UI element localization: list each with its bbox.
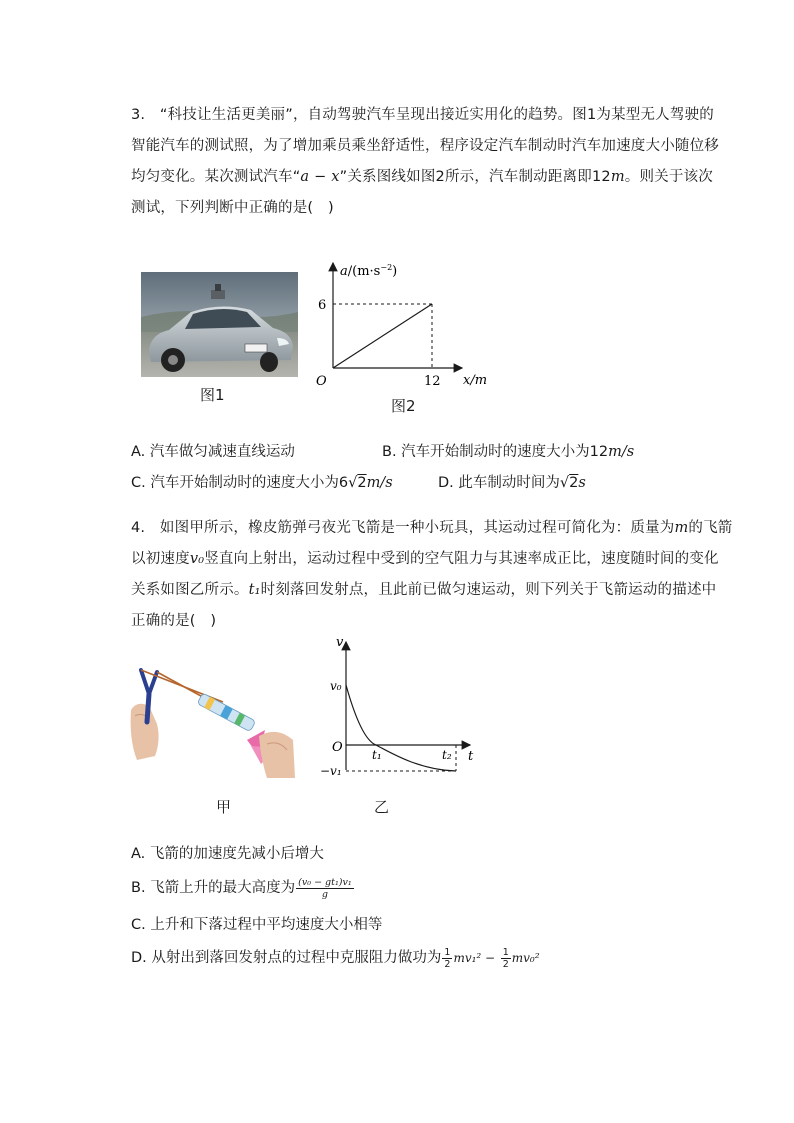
q4-math-m: m [674, 520, 689, 536]
q3-option-c-sqrt: √2 [348, 475, 367, 491]
svg-text:a/(m·s−2) [340, 263, 397, 279]
q3-xtick-12: 12 [424, 374, 441, 389]
q4-neg-v1-label: −v₁ [320, 764, 342, 778]
q4-v0-label: v₀ [330, 679, 342, 693]
q3-math-ax: a − x [300, 169, 340, 185]
q3-line-3-text-b: ”关系图线如图2所示，汽车制动距离即12 [339, 169, 611, 185]
q4-slingshot-photo [127, 660, 297, 786]
q3-line-3-text-a: 均匀变化。某次测试汽车“ [131, 169, 301, 185]
q4-line-1 [131, 516, 733, 537]
q3-fig1-caption: 图1 [200, 386, 225, 404]
q3-xlabel: x/m [463, 373, 488, 388]
q4-option-d-text: D. 从射出到落回发射点的过程中克服阻力做功为 [131, 950, 442, 966]
q4-option-d-formula-2: mv₀² [511, 951, 540, 965]
q4-t2-label: t₂ [442, 748, 452, 762]
q3-math-m: m [610, 169, 625, 185]
q4-math-t1: t₁ [248, 582, 261, 598]
q3-origin: O [316, 374, 327, 389]
q4-option-b-text: B. 飞箭上升的最大高度为 [131, 880, 296, 896]
q3-ylabel-exp: −2 [380, 263, 393, 272]
q3-line-2: 智能汽车的测试照，为了增加乘员乘坐舒适性，程序设定汽车制动时汽车加速度大小随位移 [131, 138, 719, 154]
q3-option-b-text: B. 汽车开始制动时的速度大小为12 [382, 444, 609, 460]
q4-option-a[interactable]: A. 飞箭的加速度先减小后增大 [131, 846, 324, 862]
q4-option-d-half-1 [442, 947, 452, 970]
q4-line-4: 正确的是( ) [131, 613, 217, 629]
q4-option-d-half-2 [501, 947, 511, 970]
q4-option-d-half-2-den: 2 [502, 958, 509, 970]
q3-option-c-root: 2 [357, 475, 367, 491]
q4-option-d-half-1-num: 1 [444, 946, 451, 958]
q3-option-d-root: 2 [569, 475, 579, 491]
q4-origin: O [332, 740, 343, 755]
q4-option-b-fraction [296, 877, 353, 900]
q3-line-3-text-c: 。则关于该次 [624, 169, 713, 185]
q3-option-c-unit: m/s [366, 475, 393, 491]
q4-xlabel: t [468, 749, 474, 764]
q4-fig-yi-caption: 乙 [374, 798, 390, 816]
q3-option-a[interactable]: A. 汽车做匀减速直线运动 [131, 444, 295, 460]
q3-ytick-6: 6 [318, 298, 327, 313]
q3-line-3 [131, 165, 713, 186]
q4-option-d[interactable] [131, 946, 540, 970]
q3-ax-graph [300, 255, 500, 415]
q3-option-d-text: D. 此车制动时间为 [438, 475, 560, 491]
q4-option-b-denominator: g [321, 888, 328, 900]
q4-vt-graph [310, 630, 490, 790]
q4-line-3 [131, 578, 716, 599]
q4-line-1-text-a: 4. 如图甲所示，橡皮筋弹弓夜光飞箭是一种小玩具，其运动过程可简化为：质量为 [131, 520, 675, 536]
q3-ylabel-close: ) [392, 264, 398, 279]
q4-fig-jia-caption: 甲 [216, 798, 232, 816]
q3-option-d-sqrt: √2 [559, 475, 579, 491]
q4-option-d-formula-1: mv₁² − [453, 951, 496, 965]
q3-option-d-unit: s [578, 475, 586, 491]
q4-ylabel: v [336, 635, 344, 650]
q4-option-b[interactable] [131, 876, 355, 900]
q4-option-b-numerator: (v₀ − gt₁)v₁ [298, 876, 352, 888]
q4-math-v0: v₀ [189, 551, 205, 567]
q4-line-3-text-a: 关系如图乙所示。 [131, 582, 249, 598]
q4-option-d-half-2-num: 1 [502, 946, 509, 958]
q4-vt-curve [346, 685, 456, 771]
q4-option-d-half-1-den: 2 [444, 958, 451, 970]
q3-fig2-caption: 图2 [391, 397, 416, 415]
q4-line-1-text-b: 的飞箭 [688, 520, 733, 536]
q3-option-d[interactable] [438, 471, 586, 492]
q3-option-b-unit: m/s [608, 444, 635, 460]
q3-option-c-text: C. 汽车开始制动时的速度大小为6 [131, 475, 349, 491]
q3-line-4: 测试，下列判断中正确的是( ) [131, 200, 334, 216]
q4-line-2 [131, 547, 719, 568]
q3-ylabel-var: a [340, 264, 348, 279]
q4-line-3-text-b: 时刻落回发射点，且此前已做匀速运动，则下列关于飞箭运动的描述中 [260, 582, 717, 598]
q3-graph-line [333, 304, 432, 368]
q4-option-c[interactable]: C. 上升和下落过程中平均速度大小相等 [131, 917, 383, 933]
q4-t1-label: t₁ [372, 748, 382, 762]
q4-line-2-text-a: 以初速度 [131, 551, 190, 567]
q3-option-b[interactable] [382, 440, 634, 461]
q3-line-1: 3. “科技让生活更美丽”，自动驾驶汽车呈现出接近实用化的趋势。图1为某型无人驾驶的 [131, 107, 714, 123]
q3-option-c[interactable] [131, 471, 393, 492]
q4-line-2-text-b: 竖直向上射出，运动过程中受到的空气阻力与其速率成正比，速度随时间的变化 [204, 551, 719, 567]
q3-ylabel-unit: /(m·s [347, 264, 381, 279]
q3-car-photo [141, 272, 298, 377]
